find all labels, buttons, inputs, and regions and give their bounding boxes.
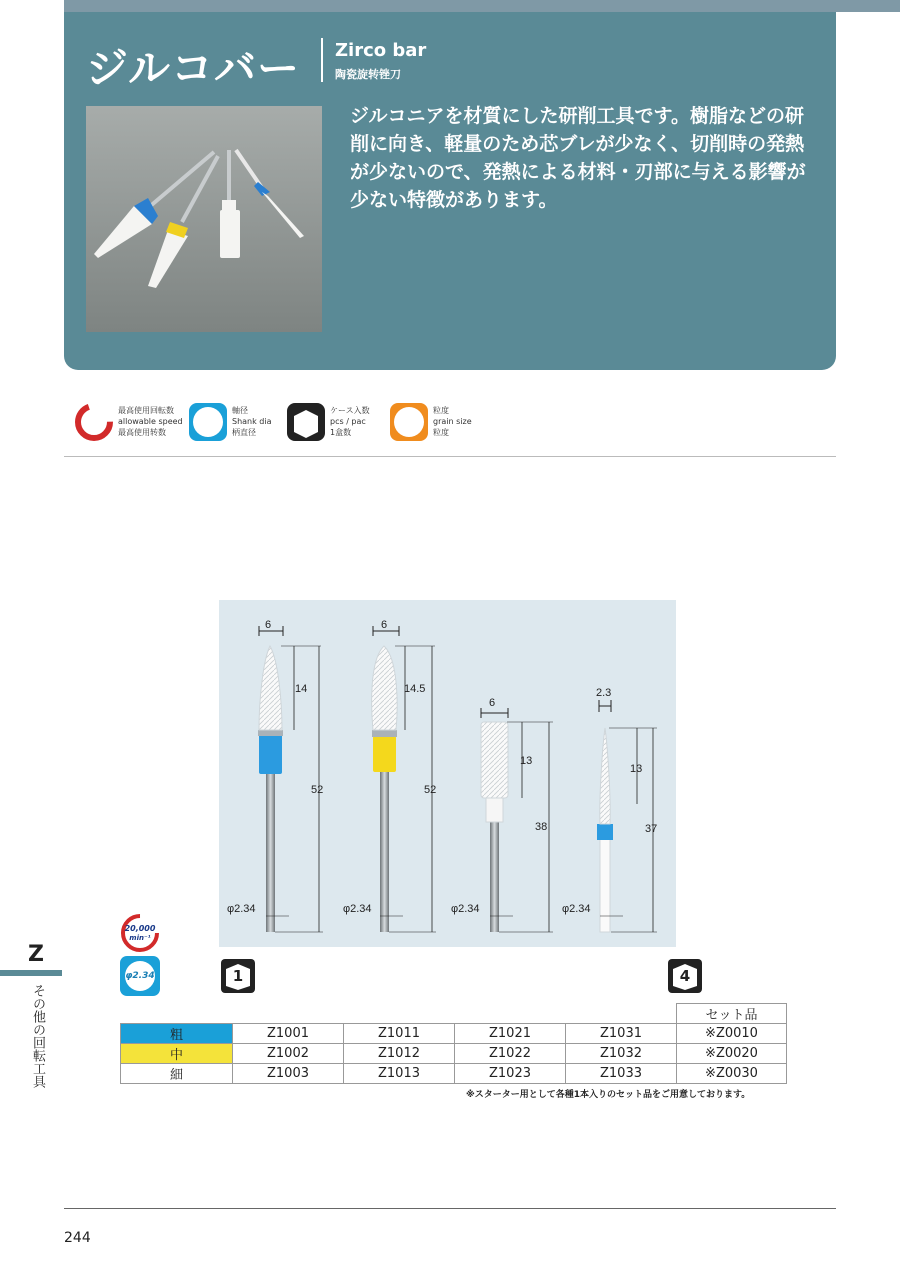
product-code: Z1021 — [455, 1024, 566, 1044]
product-code: Z1023 — [455, 1064, 566, 1084]
legend-speed-jp: 最高使用回転数 — [118, 406, 174, 415]
page-title: ジルコバー — [86, 44, 300, 93]
top-accent-bar — [64, 0, 900, 12]
tool-4-total-length: 37 — [645, 823, 658, 835]
set-code: ※Z0030 — [677, 1064, 787, 1084]
tool-1 — [227, 619, 323, 932]
tool-4-width: 2.3 — [596, 687, 612, 699]
tool-3-head-length: 13 — [520, 755, 533, 767]
product-table — [120, 1003, 787, 1084]
set-code: ※Z0020 — [677, 1044, 787, 1064]
product-code: Z1031 — [566, 1024, 677, 1044]
tool-2-head-length: 14.5 — [404, 683, 426, 695]
dimension-diagram — [219, 600, 676, 947]
shank-ring-icon — [188, 402, 228, 442]
tool-1-head-length: 14 — [295, 683, 308, 695]
title-divider — [321, 38, 323, 82]
shank-badge — [120, 956, 160, 996]
pac-single-count: 1 — [232, 967, 244, 985]
tool-3-width: 6 — [489, 697, 496, 709]
grade-label: 細 — [121, 1064, 233, 1084]
table-row — [121, 1044, 787, 1064]
legend-shank-cn: 柄直径 — [232, 428, 256, 437]
table-row — [121, 1064, 787, 1084]
legend-case-cn: 1盒数 — [330, 428, 352, 437]
product-code: Z1032 — [566, 1044, 677, 1064]
legend-grain-jp: 粒度 — [433, 406, 449, 415]
legend-case-jp: ケース入数 — [330, 406, 370, 415]
product-code: Z1013 — [344, 1064, 455, 1084]
product-code: Z1011 — [344, 1024, 455, 1044]
tool-4-head-length: 13 — [630, 763, 643, 775]
speed-unit: min⁻¹ — [129, 934, 151, 942]
product-code: Z1022 — [455, 1044, 566, 1064]
side-index-letter: Z — [28, 942, 44, 967]
tool-1-width: 6 — [265, 619, 272, 631]
tool-2 — [343, 619, 436, 932]
pac-set-count: 4 — [679, 967, 691, 985]
pac-badge-set — [667, 958, 703, 994]
legend-grain-cn: 粒度 — [433, 428, 449, 437]
tool-3-total-length: 38 — [535, 821, 548, 833]
set-header: セット品 — [677, 1004, 787, 1024]
product-code: Z1003 — [233, 1064, 344, 1084]
product-code: Z1012 — [344, 1044, 455, 1064]
legend-speed-cn: 最高使用转数 — [118, 428, 166, 437]
tool-2-total-length: 52 — [424, 784, 437, 796]
title-english: Zirco bar — [335, 40, 427, 61]
product-code: Z1033 — [566, 1064, 677, 1084]
tool-2-shank: φ2.34 — [343, 903, 372, 915]
tool-1-total-length: 52 — [311, 784, 324, 796]
tool-2-width: 6 — [381, 619, 388, 631]
legend-grain-en: grain size — [433, 417, 472, 426]
tool-1-shank: φ2.34 — [227, 903, 256, 915]
product-photo — [86, 106, 322, 332]
tool-4-shank: φ2.34 — [562, 903, 591, 915]
product-description: ジルコニアを材質にした研削工具です。樹脂などの研削に向き、軽量のため芯ブレが少なく、切削時の発熱が少ないので、発熱による材料・刃部に与える影響が少ない特徴があります。 — [350, 105, 806, 211]
side-category: その他の回転工具 — [30, 984, 45, 1088]
tool-4 — [562, 687, 657, 932]
tool-3 — [451, 697, 553, 932]
legend-shank-jp: 軸径 — [232, 406, 248, 415]
grade-label: 粗 — [121, 1024, 233, 1044]
table-footnote: ※スターター用として各種1本入りのセット品をご用意しております。 — [466, 1090, 751, 1100]
product-code: Z1002 — [233, 1044, 344, 1064]
title-chinese: 陶瓷旋转锉刀 — [335, 68, 401, 81]
table-row — [121, 1024, 787, 1044]
footer-divider — [64, 1208, 836, 1209]
speed-value: 20,000 — [124, 924, 156, 933]
section-divider — [64, 456, 836, 457]
product-code: Z1001 — [233, 1024, 344, 1044]
side-index-bar — [0, 970, 62, 976]
shank-value: φ2.34 — [125, 961, 155, 991]
pac-badge-single — [220, 958, 256, 994]
grade-label: 中 — [121, 1044, 233, 1064]
table-header-row — [121, 1004, 787, 1024]
legend-speed-en: allowable speed — [118, 417, 183, 426]
case-box-icon — [286, 402, 326, 442]
legend-shank-en: Shank dia — [232, 417, 272, 426]
page-number: 244 — [64, 1230, 91, 1246]
set-code: ※Z0010 — [677, 1024, 787, 1044]
grain-ring-icon — [389, 402, 429, 442]
tool-3-shank: φ2.34 — [451, 903, 480, 915]
speed-badge — [120, 913, 160, 953]
speed-ring-icon — [74, 402, 114, 442]
legend-case-en: pcs / pac — [330, 417, 366, 426]
